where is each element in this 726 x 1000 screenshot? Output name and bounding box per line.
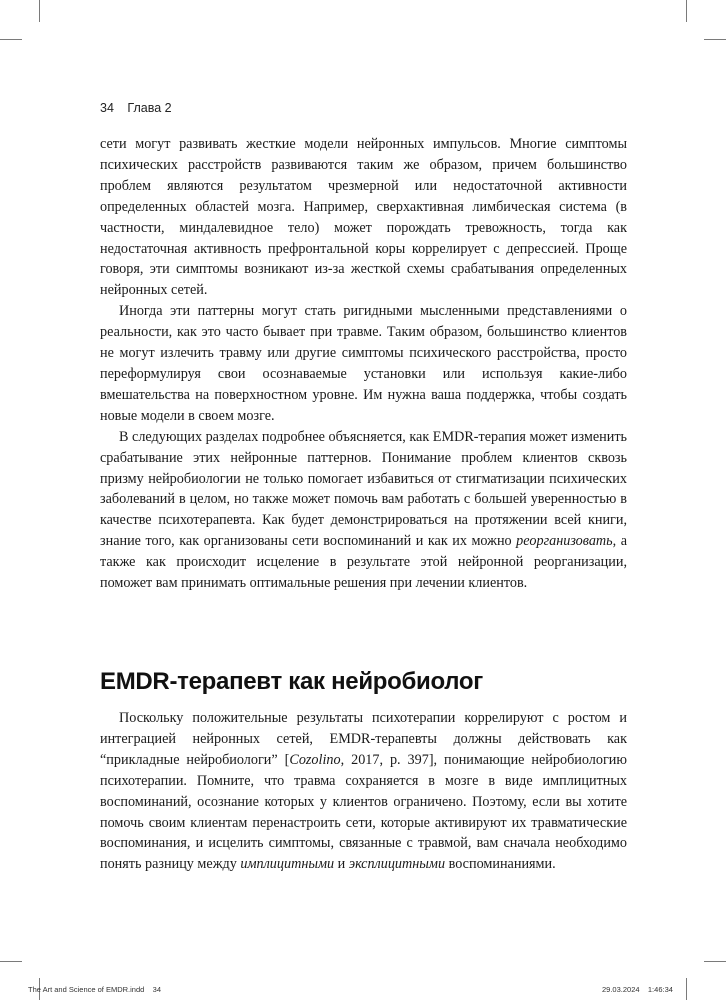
- page-number: 34: [100, 101, 114, 115]
- paragraph: Иногда эти паттерны могут стать ригидными мысленными представлениями о реальности, как это часто бывает при травме. Таким образом, большинство клиентов не могут излечить травму или другие симптомы психического расстройства, просто переформулируя свои осознаваемые установки или используя какие-либо вмешательства на поверхностном уровне. Им нужна ваша поддержка, чтобы создать новые модели в своем мозге.: [100, 303, 627, 424]
- text-run: , 2017, p. 397], понимающие нейробиологию психотерапии. Помните, что травма сохраняется в мозге в виде имплицитных воспоминаний, осознание которых у клиентов ограничено. Поэтому, если вы хотите помочь своим клиентам перенастроить сети, которые активируют их травматические воспоминания, и исцелить симптомы, связанные с травмой, вам сначала необходимо понять разницу между: [100, 751, 627, 873]
- text-run: Поскольку положительные результаты психотерапии коррелируют с ростом и интеграцией нейронных сетей, EMDR-терапевты должны действовать как “прикладные нейробиологи” [: [100, 710, 627, 768]
- crop-mark: [686, 0, 687, 22]
- chapter-label: Глава 2: [127, 101, 172, 115]
- footer-file: [28, 985, 161, 994]
- footer-filename: The Art and Science of EMDR.indd: [28, 985, 145, 994]
- citation-author: Cozolino: [289, 751, 341, 768]
- section-heading: EMDR-терапевт как нейробиолог: [100, 668, 483, 695]
- text-run: , а также как происходит исцеление в результате этой нейронной реорганизации, поможет вам принимать оптимальные решения при лечении клиентов.: [100, 533, 627, 592]
- text-run: и: [334, 856, 349, 873]
- text-run: воспоминаниями.: [445, 856, 556, 873]
- crop-mark: [686, 978, 687, 1000]
- text-run: В следующих разделах подробнее объясняется, как EMDR-терапия может изменить срабатывание этих нейронные паттернов. Понимание проблем клиентов сквозь призму нейробиологии не только помогает избавиться от стигматизации психических заболеваний в целом, но также может помочь вам работать с большей уверенностью в качестве психотерапевта. Как будет демонстрироваться на протяжении всей книги, знание того, как организованы сети воспоминаний и как их можно: [100, 428, 627, 550]
- italic-term: имплицитными: [240, 856, 335, 873]
- crop-mark: [0, 961, 22, 962]
- paragraph: [100, 708, 627, 875]
- crop-mark: [704, 39, 726, 40]
- footer-timestamp: [602, 985, 673, 994]
- italic-term: эксплицитными: [348, 856, 446, 873]
- footer-time: 1:46:34: [647, 985, 673, 994]
- body-text: [100, 134, 627, 594]
- section-body: [100, 708, 627, 875]
- crop-mark: [704, 961, 726, 962]
- italic-term: реорганизовать: [516, 533, 613, 550]
- crop-mark: [0, 39, 22, 40]
- footer-date: 29.03.2024: [602, 985, 640, 994]
- crop-mark: [39, 0, 40, 22]
- paragraph: [100, 427, 627, 594]
- running-header: [100, 101, 172, 115]
- paragraph: сети могут развивать жесткие модели нейронных импульсов. Многие симптомы психических расстройств развиваются таким же образом, причем большинство проблем являются результатом чрезмерной или недостаточной активности определенных областей мозга. Например, сверхактивная лимбическая система (в частности, миндалевидное тело) может порождать тревожность, тогда как недостаточная активность префронтальной коры коррелирует с депрессией. Проще говоря, эти симптомы возникают из-за жесткой схемы срабатывания определенных нейронных сетей.: [100, 136, 627, 299]
- footer-page: 34: [152, 985, 161, 994]
